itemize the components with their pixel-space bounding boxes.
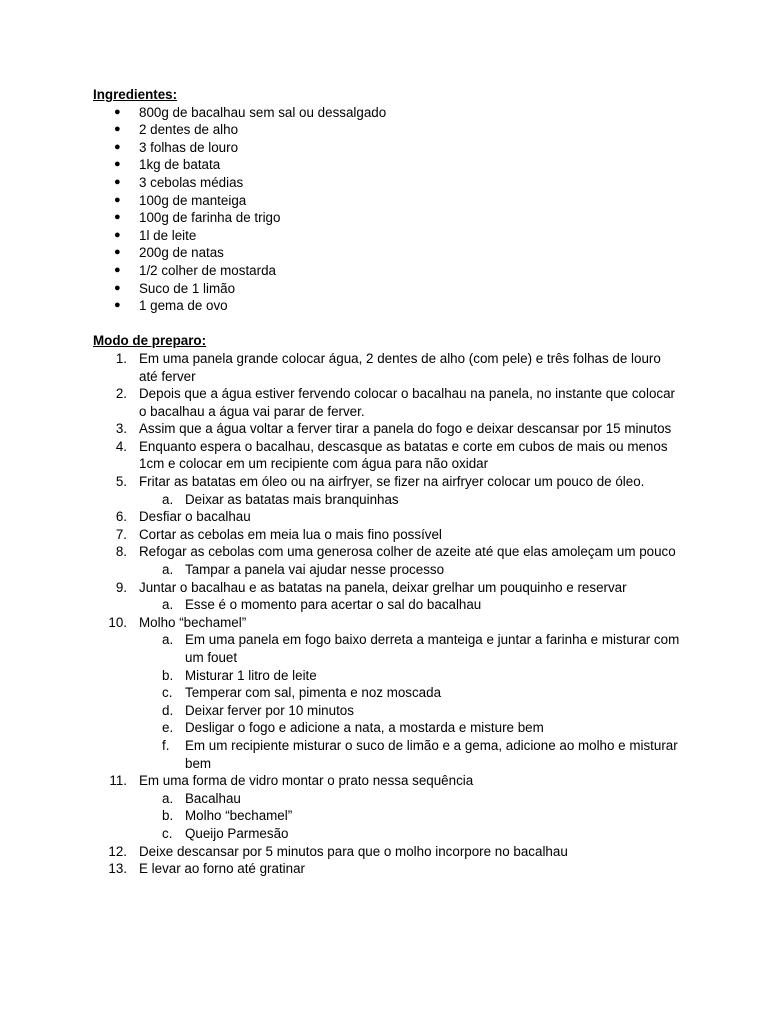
substep-text: Queijo Parmesão — [185, 825, 289, 841]
ingredient-text: 1kg de batata — [139, 157, 221, 173]
substep-letter: f. — [162, 737, 170, 753]
bullet-icon: ● — [114, 228, 121, 241]
ingredients-list — [93, 104, 683, 315]
document-page — [93, 86, 683, 878]
step-number: 6. — [115, 509, 127, 525]
step-number: 1. — [115, 350, 127, 366]
preparation-step — [93, 526, 683, 544]
ingredient-item — [93, 209, 683, 227]
ingredient-text: 2 dentes de alho — [139, 122, 239, 138]
substep-item — [139, 825, 683, 843]
bullet-icon: ● — [114, 263, 121, 276]
ingredient-item — [93, 262, 683, 280]
bullet-icon: ● — [114, 211, 121, 224]
substep-letter: c. — [162, 685, 173, 701]
section-spacer — [93, 315, 683, 333]
ingredient-text: Suco de 1 limão — [139, 280, 236, 296]
substep-text: Temperar com sal, pimenta e noz moscada — [185, 685, 442, 701]
step-number: 10. — [108, 614, 127, 630]
substep-text: Bacalhau — [185, 790, 241, 806]
bullet-icon: ● — [114, 246, 121, 259]
bullet-icon: ● — [114, 158, 121, 171]
step-text: Refogar as cebolas com uma generosa colher de azeite até que elas amoleçam um pouco — [139, 544, 676, 560]
step-number: 9. — [115, 579, 127, 595]
ingredient-item — [93, 156, 683, 174]
substep-letter: a. — [162, 491, 174, 507]
preparation-step — [93, 350, 683, 385]
step-text: Em uma panela grande colocar água, 2 dentes de alho (com pele) e três folhas de louro até ferver — [139, 350, 661, 384]
substep-text: Deixar as batatas mais branquinhas — [185, 491, 399, 507]
substep-letter: c. — [162, 825, 173, 841]
substep-letter: a. — [162, 597, 174, 613]
substep-item — [139, 719, 683, 737]
ingredient-item — [93, 139, 683, 157]
substep-item — [139, 807, 683, 825]
preparation-step — [93, 614, 683, 772]
preparation-step — [93, 438, 683, 473]
bullet-icon: ● — [114, 140, 121, 153]
step-text: Depois que a água estiver fervendo colocar o bacalhau na panela, no instante que colocar o bacalhau a água vai parar de ferver. — [139, 386, 675, 419]
substep-text: Deixar ferver por 10 minutos — [185, 702, 354, 718]
step-text: E levar ao forno até gratinar — [139, 861, 305, 877]
step-number: 8. — [115, 544, 127, 560]
ingredient-text: 1l de leite — [139, 227, 197, 243]
ingredient-item — [93, 297, 683, 315]
preparation-heading: Modo de preparo: — [93, 333, 207, 349]
preparation-steps-list — [93, 350, 683, 878]
substep-list — [139, 491, 683, 509]
substep-item — [139, 790, 683, 808]
substep-letter: d. — [162, 702, 174, 718]
preparation-step — [93, 543, 683, 578]
ingredient-item — [93, 192, 683, 210]
ingredients-heading: Ingredientes: — [93, 87, 178, 102]
bullet-icon: ● — [114, 175, 121, 188]
step-number: 7. — [115, 526, 127, 542]
step-number: 12. — [108, 843, 127, 859]
ingredient-text: 100g de manteiga — [139, 192, 247, 208]
step-number: 4. — [115, 438, 127, 454]
ingredient-text: 3 cebolas médias — [139, 174, 244, 190]
substep-letter: a. — [162, 562, 174, 578]
step-number: 13. — [108, 861, 127, 877]
step-text: Molho “bechamel” — [139, 614, 247, 630]
step-number: 11. — [109, 773, 127, 789]
substep-letter: b. — [162, 667, 174, 683]
substep-letter: a. — [162, 790, 174, 806]
step-number: 5. — [115, 474, 127, 490]
step-text: Juntar o bacalhau e as batatas na panela, deixar grelhar um pouquinho e reservar — [139, 579, 627, 595]
preparation-step — [93, 579, 683, 614]
ingredient-text: 1 gema de ovo — [139, 298, 228, 314]
substep-item — [139, 702, 683, 720]
step-number: 2. — [115, 386, 127, 402]
preparation-step — [93, 772, 683, 842]
ingredient-text: 800g de bacalhau sem sal ou dessalgado — [139, 104, 387, 120]
bullet-icon: ● — [114, 281, 121, 294]
substep-text: Em um recipiente misturar o suco de limão e a gema, adicione ao molho e misturar bem — [185, 737, 678, 771]
step-text: Em uma forma de vidro montar o prato nessa sequência — [139, 773, 474, 789]
substep-list — [139, 631, 683, 772]
bullet-icon: ● — [114, 105, 121, 118]
ingredient-text: 1/2 colher de mostarda — [139, 262, 276, 278]
preparation-step — [93, 508, 683, 526]
substep-item — [139, 684, 683, 702]
preparation-step — [93, 860, 683, 878]
ingredient-item — [93, 174, 683, 192]
substep-item — [139, 631, 683, 666]
step-text: Assim que a água voltar a ferver tirar a panela do fogo e deixar descansar por 15 minutos — [139, 421, 672, 437]
bullet-icon: ● — [114, 299, 121, 312]
substep-letter: a. — [162, 632, 174, 648]
ingredient-item — [93, 121, 683, 139]
preparation-step — [93, 420, 683, 438]
ingredient-item — [93, 104, 683, 122]
step-text: Fritar as batatas em óleo ou na airfryer, se fizer na airfryer colocar um pouco de óleo. — [139, 474, 645, 490]
ingredient-text: 200g de natas — [139, 245, 224, 261]
substep-text: Em uma panela em fogo baixo derreta a manteiga e juntar a farinha e misturar com um fouet — [185, 632, 680, 665]
step-text: Deixe descansar por 5 minutos para que o molho incorpore no bacalhau — [139, 843, 568, 859]
substep-item — [139, 667, 683, 685]
ingredient-item — [93, 244, 683, 262]
substep-letter: b. — [162, 808, 174, 824]
substep-list — [139, 561, 683, 579]
bullet-icon: ● — [114, 193, 121, 206]
substep-list — [139, 790, 683, 843]
ingredient-text: 100g de farinha de trigo — [139, 210, 281, 226]
substep-text: Desligar o fogo e adicione a nata, a mostarda e misture bem — [185, 720, 544, 736]
substep-text: Misturar 1 litro de leite — [185, 667, 317, 683]
preparation-step — [93, 473, 683, 508]
substep-item — [139, 561, 683, 579]
substep-item — [139, 596, 683, 614]
substep-letter: e. — [162, 720, 174, 736]
step-text: Enquanto espera o bacalhau, descasque as batatas e corte em cubos de mais ou menos 1cm e colocar em um recipiente com água para não oxidar — [139, 438, 668, 472]
ingredient-text: 3 folhas de louro — [139, 139, 239, 155]
step-text: Desfiar o bacalhau — [139, 509, 251, 525]
substep-text: Molho “bechamel” — [185, 808, 293, 824]
preparation-step — [93, 385, 683, 420]
bullet-icon: ● — [114, 123, 121, 136]
substep-text: Esse é o momento para acertar o sal do bacalhau — [185, 597, 482, 613]
ingredient-item — [93, 280, 683, 298]
substep-item — [139, 737, 683, 772]
preparation-step — [93, 843, 683, 861]
substep-item — [139, 491, 683, 509]
substep-list — [139, 596, 683, 614]
step-text: Cortar as cebolas em meia lua o mais fino possível — [139, 526, 442, 542]
ingredient-item — [93, 227, 683, 245]
step-number: 3. — [115, 421, 127, 437]
substep-text: Tampar a panela vai ajudar nesse processo — [185, 562, 445, 578]
